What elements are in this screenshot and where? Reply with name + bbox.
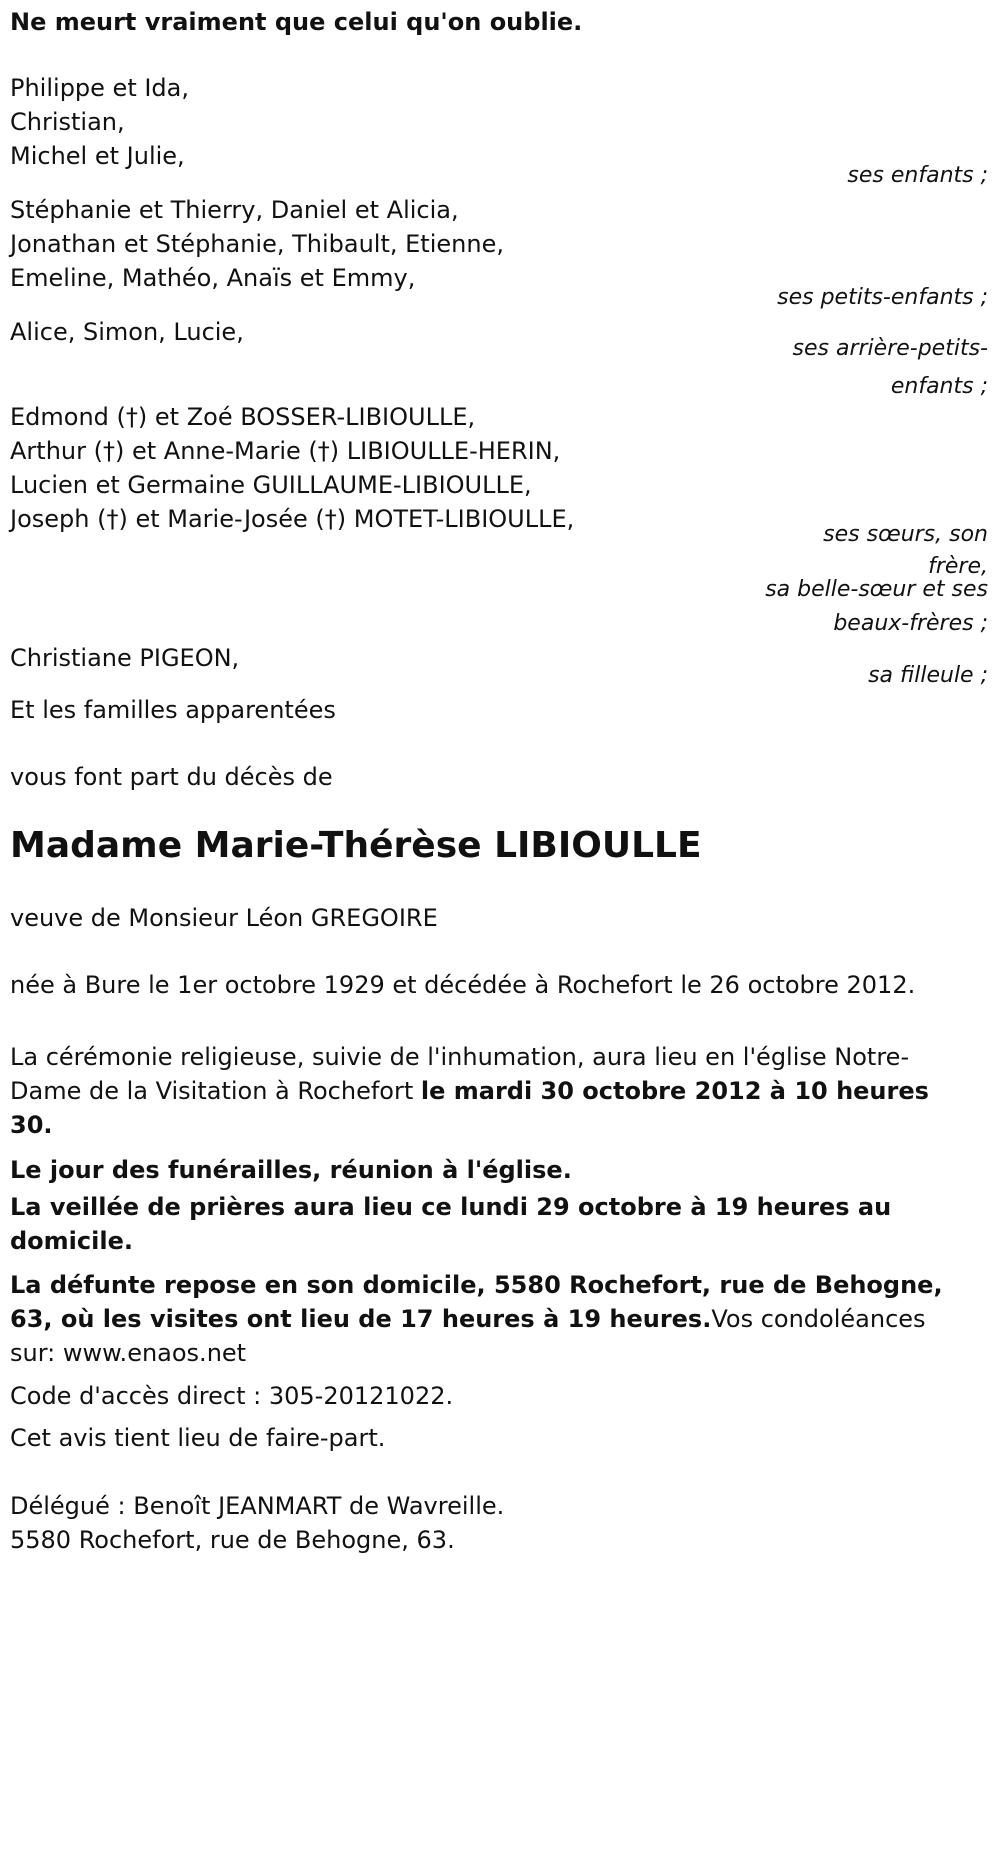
ceremony-date: le mardi 30 octobre 2012 à 10 heures 30.: [10, 1077, 929, 1139]
ceremony-paragraph: [10, 1040, 960, 1142]
siblings-line-2: Arthur (†) et Anne-Marie (†) LIBIOULLE-HERIN,: [10, 437, 561, 465]
great-grandchildren-line-1: Alice, Simon, Lucie,: [10, 318, 244, 346]
repose-bold: La défunte repose en son domicile, 5580 Rochefort, rue de Behogne, 63, où les visites ont lieu de 17 heures à 19 heures.: [10, 1271, 943, 1333]
goddaughter-line-1: Christiane PIGEON,: [10, 644, 240, 672]
ceremony-text: La cérémonie religieuse, suivie de l'inhumation, aura lieu en l'église Notre-Dame de la Visitation à Rochefort: [10, 1043, 910, 1105]
children-line-3: Michel et Julie,: [10, 142, 185, 170]
vigil-paragraph: La veillée de prières aura lieu ce lundi 29 octobre à 19 heures au domicile.: [10, 1193, 892, 1255]
goddaughter-relation: sa filleule ;: [868, 663, 988, 688]
notice-line: Cet avis tient lieu de faire-part.: [10, 1424, 386, 1452]
repose-paragraph: [10, 1268, 960, 1370]
great-grandchildren-relation: ses arrière-petits-enfants ;: [792, 336, 988, 399]
grandchildren-relation: ses petits-enfants ;: [777, 285, 988, 310]
children-relation: ses enfants ;: [847, 163, 988, 188]
siblings-line-4: Joseph (†) et Marie-Josée (†) MOTET-LIBIOULLE,: [10, 505, 575, 533]
announce-line: vous font part du décès de: [10, 763, 333, 791]
condolences-text: Vos condoléances sur: www.enaos.net: [10, 1305, 926, 1367]
deceased-name: Madame Marie-Thérèse LIBIOULLE: [10, 825, 702, 866]
epigraph: Ne meurt vraiment que celui qu'on oublie.: [10, 8, 583, 36]
delegate-line-2: 5580 Rochefort, rue de Behogne, 63.: [10, 1526, 455, 1554]
children-line-1: Philippe et Ida,: [10, 74, 190, 102]
funeral-day-line: Le jour des funérailles, réunion à l'église.: [10, 1156, 572, 1184]
siblings-line-1: Edmond (†) et Zoé BOSSER-LIBIOULLE,: [10, 403, 476, 431]
grandchildren-line-2: Jonathan et Stéphanie, Thibault, Etienne,: [10, 230, 504, 258]
siblings-relation-2: sa belle-sœur et ses beaux-frères ;: [765, 577, 988, 636]
access-code-line: Code d'accès direct : 305-20121022.: [10, 1382, 454, 1410]
siblings-relation-1: ses sœurs, son frère,: [823, 522, 988, 579]
born-died-paragraph: née à Bure le 1er octobre 1929 et décédée à Rochefort le 26 octobre 2012.: [10, 971, 916, 999]
grandchildren-line-1: Stéphanie et Thierry, Daniel et Alicia,: [10, 196, 459, 224]
widow-of-line: veuve de Monsieur Léon GREGOIRE: [10, 904, 438, 932]
delegate-line-1: Délégué : Benoît JEANMART de Wavreille.: [10, 1492, 505, 1520]
grandchildren-line-3: Emeline, Mathéo, Anaïs et Emmy,: [10, 264, 416, 292]
siblings-line-3: Lucien et Germaine GUILLAUME-LIBIOULLE,: [10, 471, 532, 499]
families-line: Et les familles apparentées: [10, 696, 336, 724]
children-line-2: Christian,: [10, 108, 125, 136]
